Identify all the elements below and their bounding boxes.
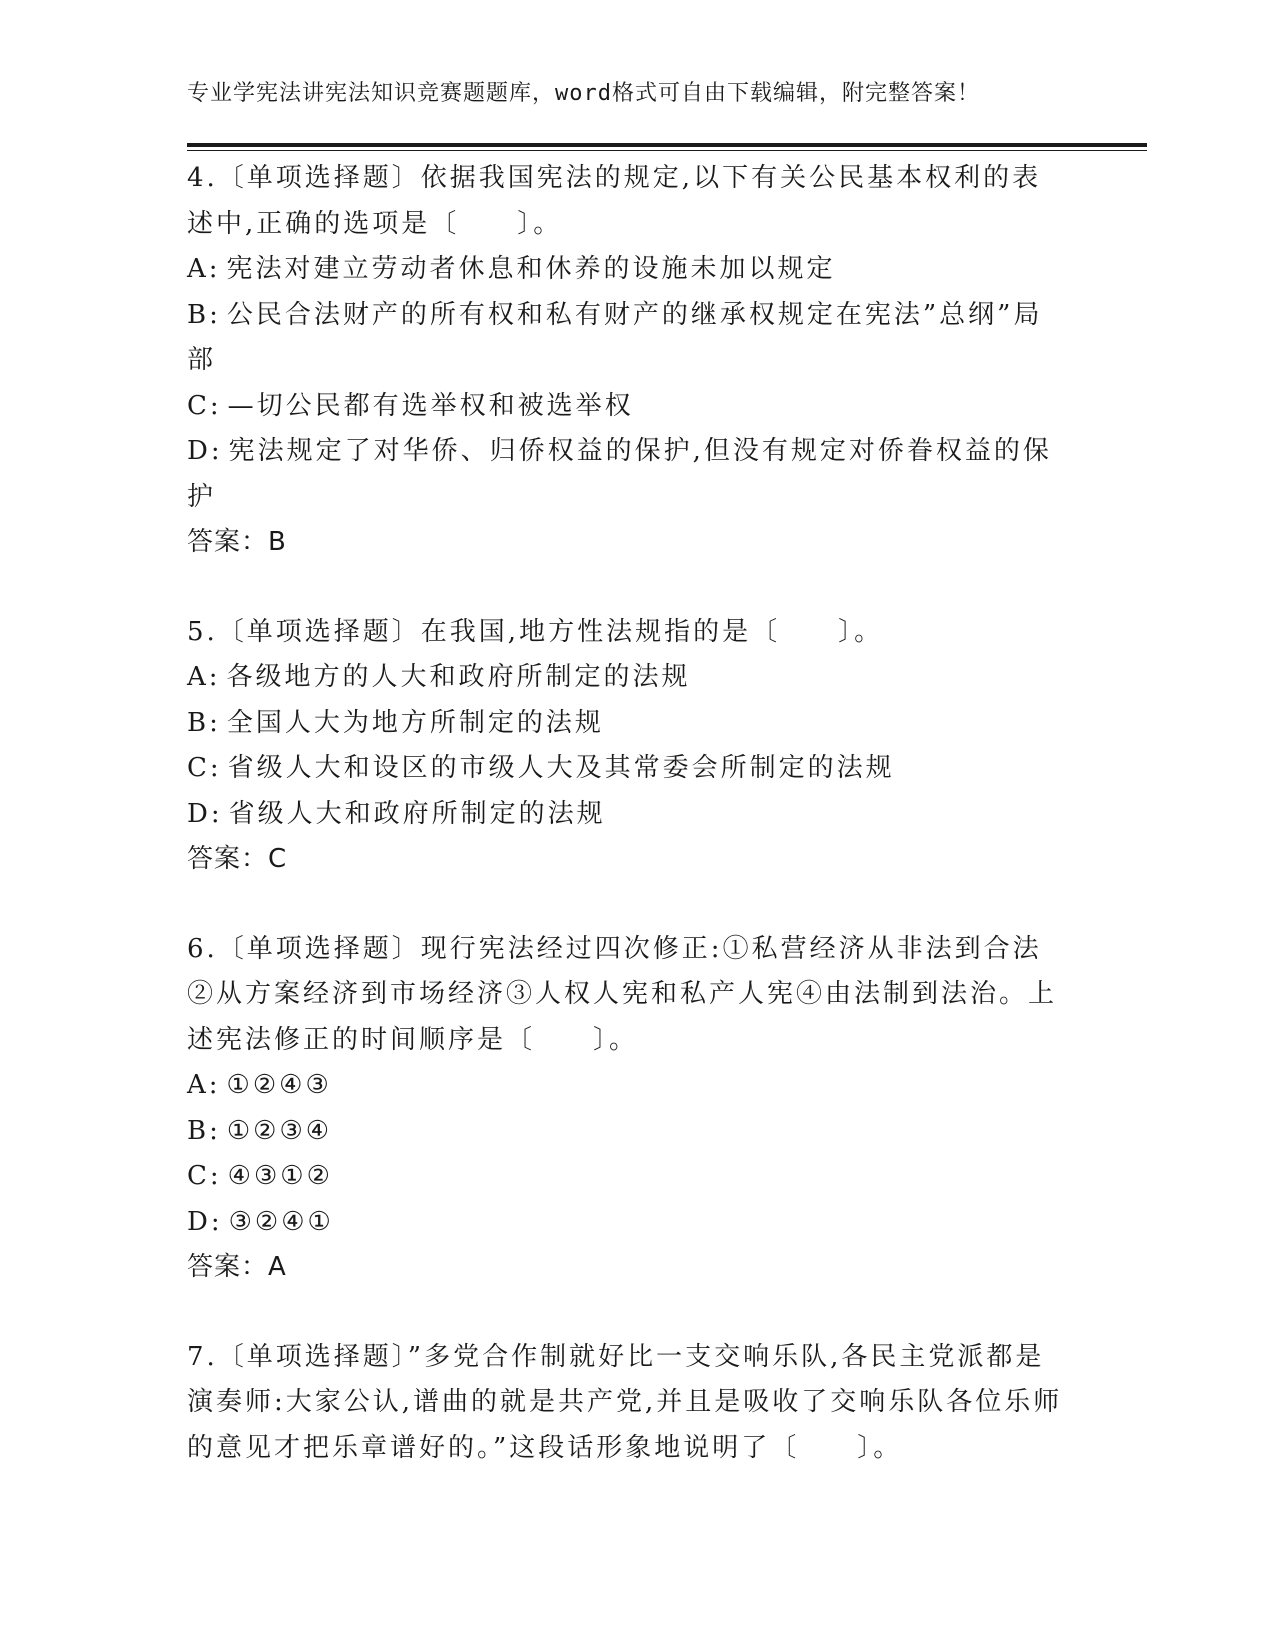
option-d: [187, 792, 1067, 838]
option-d: [187, 429, 1067, 520]
option-d: [187, 1200, 1067, 1246]
option-letter: B:: [187, 299, 221, 330]
option-text: ①②③④: [226, 1115, 333, 1146]
header-divider-thin: [187, 150, 1147, 151]
question-5: [187, 610, 1067, 883]
option-letter: D:: [187, 798, 223, 829]
option-letter: B:: [187, 1115, 221, 1146]
header-divider-thick: [187, 143, 1147, 147]
option-letter: A:: [187, 1070, 221, 1100]
option-letter: D:: [187, 436, 223, 466]
option-c: [187, 1154, 1067, 1200]
option-text: 各级地方的人大和政府所制定的法规: [226, 662, 691, 692]
question-stem: 4.〔单项选择题〕依据我国宪法的规定,以下有关公民基本权利的表述中,正确的选项是〔 〕。: [187, 163, 1042, 239]
question-stem: 7.〔单项选择题〕”多党合作制就好比一支交响乐队,各民主党派都是演奏师:大家公认,谱曲的就是共产党,并且是吸收了交响乐队各位乐师的意见才把乐章谱好的。”这段话形象地说明了〔 〕。: [187, 1341, 1063, 1463]
option-letter: C:: [187, 753, 222, 783]
page-header: 专业学宪法讲宪法知识竞赛题题库，word格式可自由下载编辑，附完整答案！: [187, 81, 980, 106]
option-letter: C:: [187, 1161, 222, 1191]
question-7: [187, 1335, 1067, 1472]
option-text: 省级人大和设区的市级人大及其常委会所制定的法规: [227, 753, 895, 783]
option-b: [187, 701, 1067, 747]
question-list: [187, 156, 1067, 1515]
question-stem: 5.〔单项选择题〕在我国,地方性法规指的是〔 〕。: [187, 616, 884, 647]
option-text: 公民合法财产的所有权和私有财产的继承权规定在宪法”总纲”局部: [187, 299, 1043, 375]
answer-line: 答案：A: [187, 1252, 287, 1282]
option-letter: D:: [187, 1206, 223, 1237]
option-text: ③②④①: [228, 1206, 334, 1237]
option-c: [187, 384, 1067, 430]
option-letter: A:: [187, 254, 221, 284]
answer-line: 答案：C: [187, 844, 288, 874]
question-stem: 6.〔单项选择题〕现行宪法经过四次修正:①私营经济从非法到合法②从方案经济到市场经济③人权人宪和私产人宪④由法制到法治。上述宪法修正的时间顺序是〔 〕。: [187, 933, 1058, 1055]
option-text: —切公民都有选举权和被选举权: [227, 390, 634, 421]
option-c: [187, 746, 1067, 792]
option-text: 全国人大为地方所制定的法规: [226, 707, 604, 738]
option-text: ④③①②: [227, 1161, 333, 1191]
option-a: [187, 247, 1067, 293]
answer-line: 答案：B: [187, 527, 287, 557]
option-text: 省级人大和政府所制定的法规: [228, 798, 606, 829]
option-letter: C:: [187, 390, 222, 421]
question-6: [187, 927, 1067, 1291]
option-letter: B:: [187, 707, 221, 738]
option-a: [187, 1063, 1067, 1109]
option-b: [187, 293, 1067, 384]
option-a: [187, 655, 1067, 701]
option-text: ①②④③: [226, 1070, 332, 1100]
option-text: 宪法对建立劳动者休息和休养的设施未加以规定: [226, 254, 836, 284]
option-b: [187, 1109, 1067, 1155]
option-text: 宪法规定了对华侨、归侨权益的保护,但没有规定对侨眷权益的保护: [187, 436, 1052, 512]
option-letter: A:: [187, 662, 221, 692]
question-4: [187, 156, 1067, 566]
